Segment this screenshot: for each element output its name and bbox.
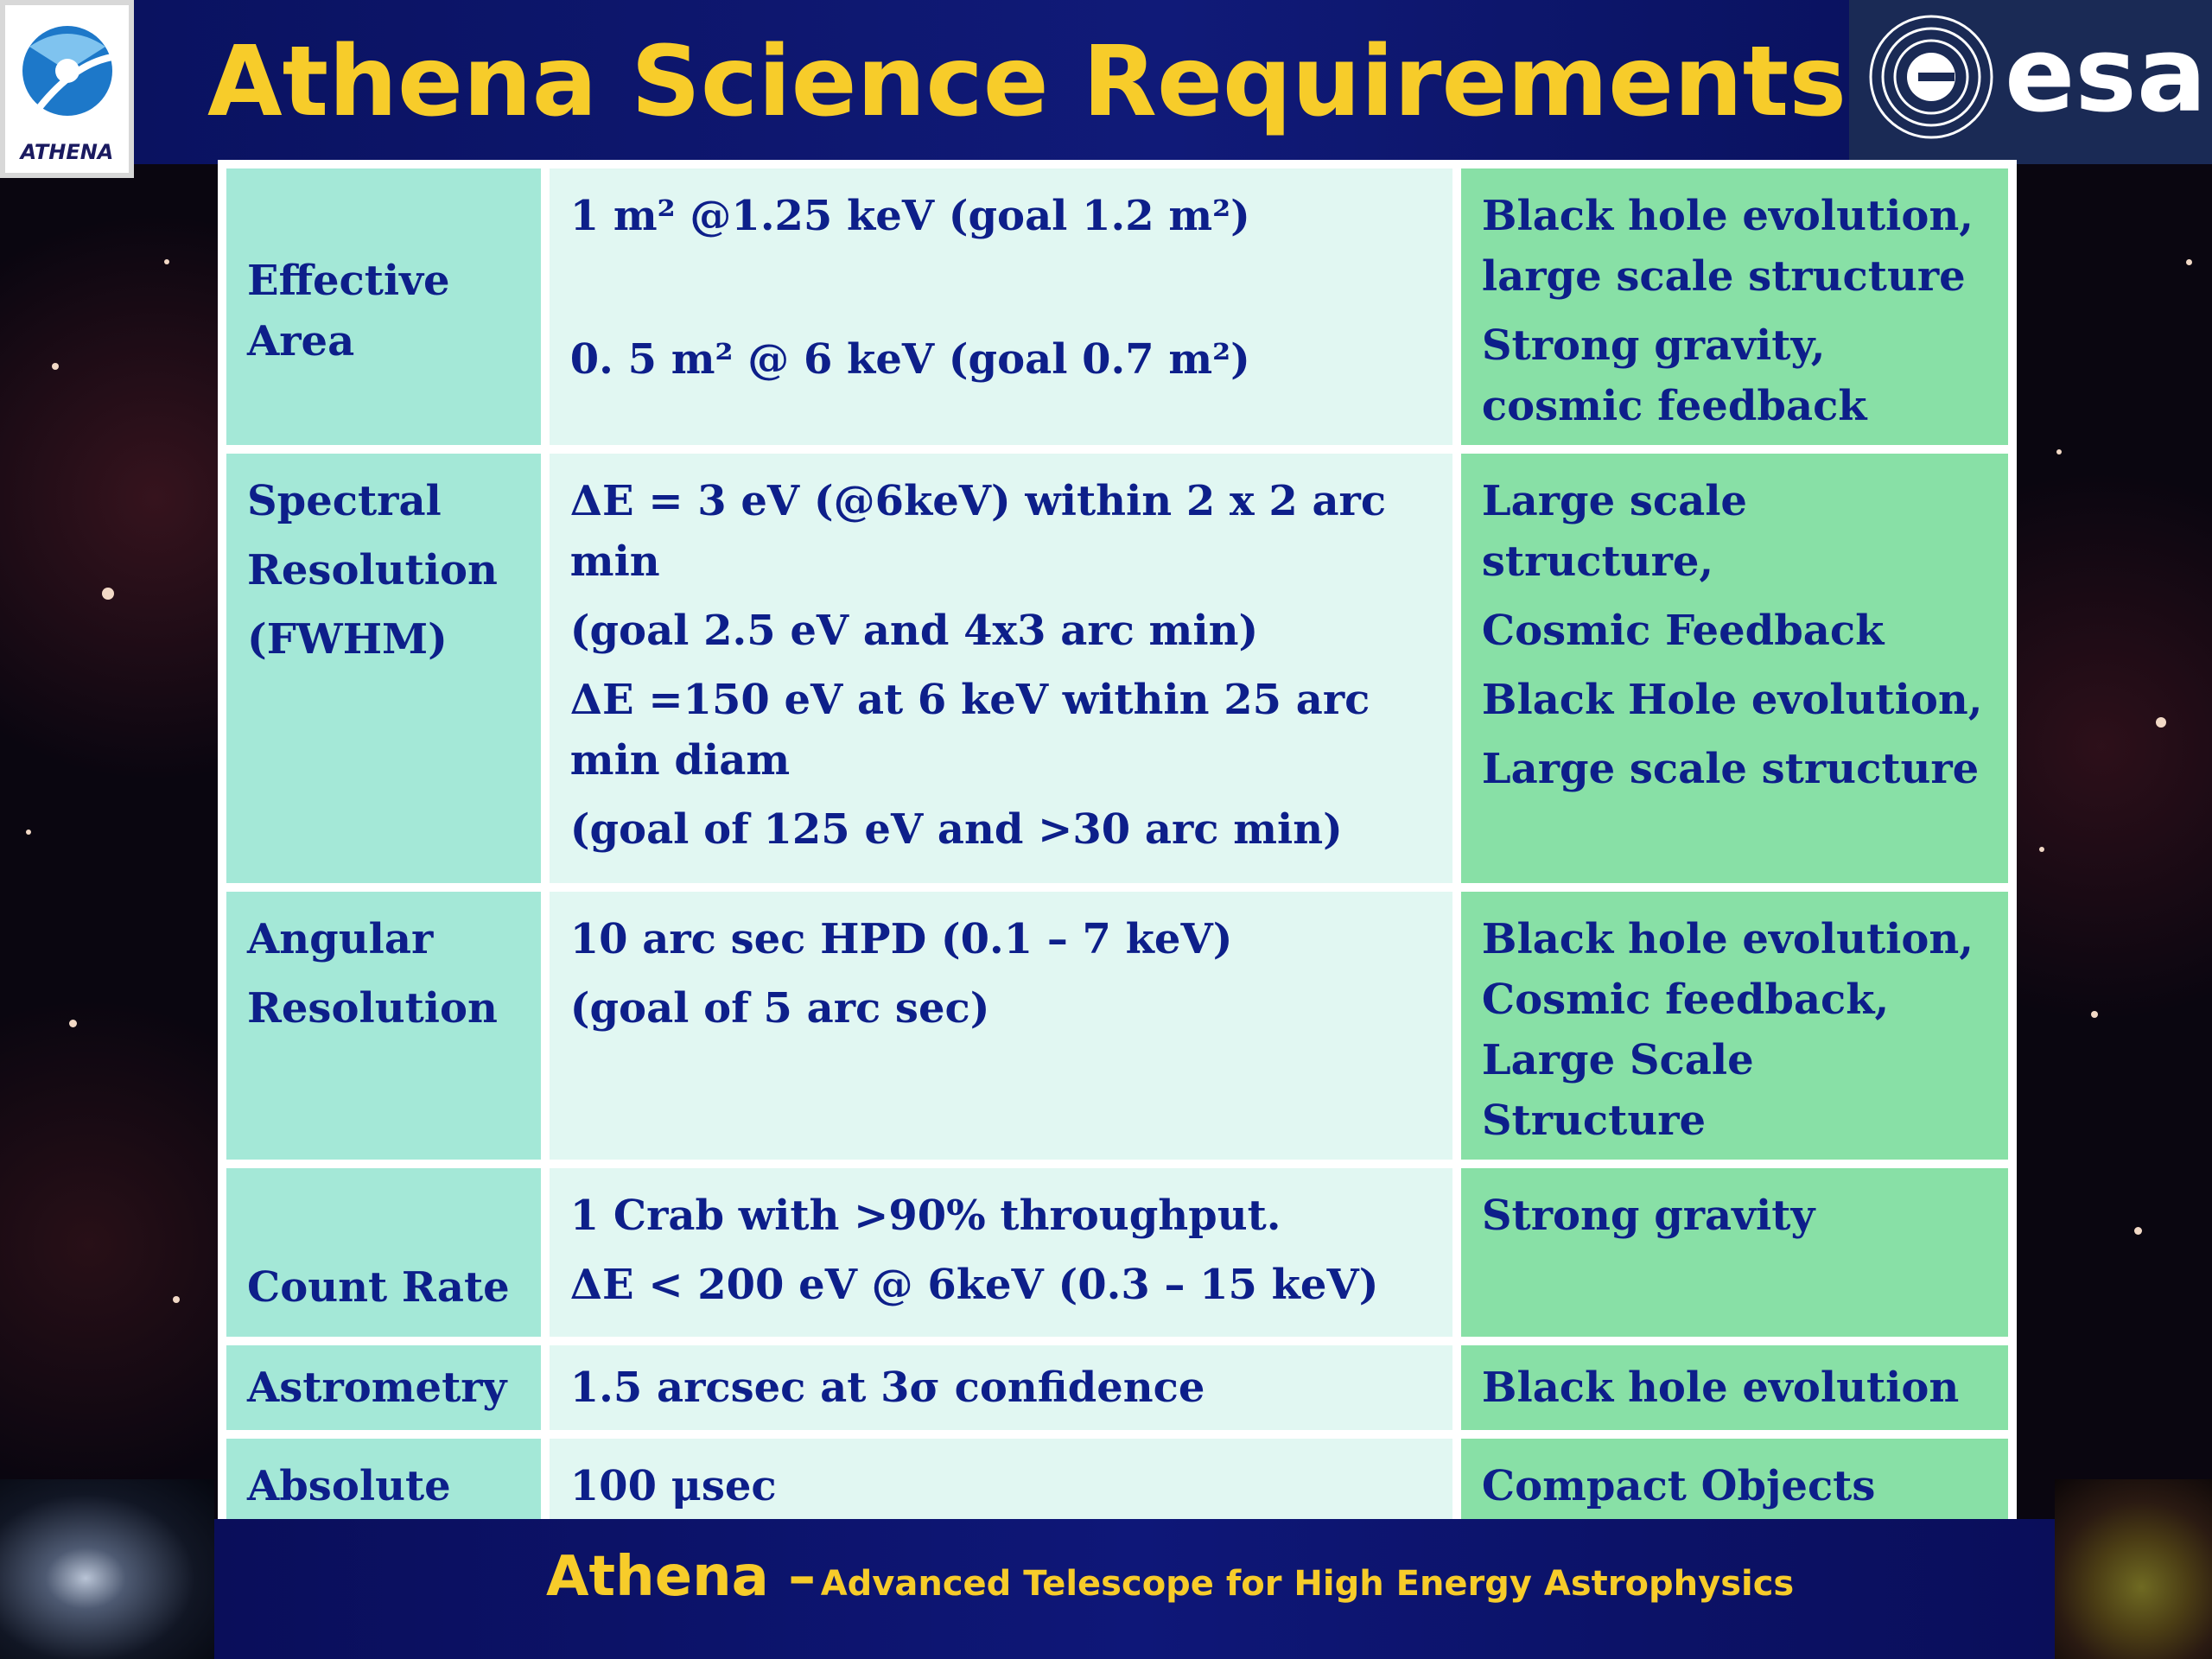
label-line: (FWHM) bbox=[247, 615, 448, 664]
goal-line: Black hole evolution bbox=[1481, 1363, 1960, 1412]
science-goal bbox=[1461, 1345, 2008, 1430]
goal-line: Strong gravity bbox=[1481, 1192, 1815, 1240]
requirement-spec bbox=[550, 168, 1452, 445]
goal-line: Strong gravity, cosmic feedback bbox=[1481, 321, 1867, 430]
requirement-spec bbox=[550, 454, 1452, 883]
goal-line: Compact Objects bbox=[1481, 1462, 1876, 1510]
footer-caption bbox=[546, 1545, 1794, 1609]
label-line: Count Rate bbox=[247, 1263, 510, 1312]
table-row bbox=[226, 892, 2008, 1160]
label-line: Resolution bbox=[247, 546, 498, 594]
requirement-label bbox=[226, 454, 541, 883]
goal-line: Black Hole evolution, bbox=[1481, 676, 1983, 724]
spec-line: (goal of 5 arc sec) bbox=[569, 984, 990, 1033]
athena-logo-text: ATHENA bbox=[20, 140, 114, 164]
science-goal bbox=[1461, 454, 2008, 883]
goal-line: Cosmic Feedback bbox=[1481, 607, 1885, 655]
label-line: Resolution bbox=[247, 984, 498, 1033]
footer-mission-name: Athena – bbox=[546, 1545, 817, 1609]
requirement-label bbox=[226, 1345, 541, 1430]
table-row bbox=[226, 168, 2008, 445]
spec-line: (goal of 125 eV and >30 arc min) bbox=[569, 805, 1343, 854]
spec-line: 100 μsec bbox=[569, 1462, 777, 1510]
spec-line: 0. 5 m² @ 6 keV (goal 0.7 m²) bbox=[569, 335, 1250, 384]
science-goal bbox=[1461, 1168, 2008, 1337]
goal-line: Large scale structure bbox=[1481, 745, 1980, 793]
label-line: Absolute bbox=[247, 1462, 451, 1510]
spec-line: ΔE < 200 eV @ 6keV (0.3 – 15 keV) bbox=[569, 1261, 1379, 1309]
requirement-spec bbox=[550, 1168, 1452, 1337]
label-line: Spectral bbox=[247, 477, 442, 525]
requirement-spec bbox=[550, 1345, 1452, 1430]
footer-subtitle: Advanced Telescope for High Energy Astrophysics bbox=[820, 1564, 1795, 1604]
science-goal bbox=[1461, 168, 2008, 445]
esa-logo-icon bbox=[1849, 0, 2212, 164]
table-row bbox=[226, 454, 2008, 883]
requirement-label bbox=[226, 1168, 541, 1337]
requirements-table bbox=[218, 160, 2017, 1597]
requirement-label bbox=[226, 168, 541, 445]
spec-line: 1 Crab with >90% throughput. bbox=[569, 1192, 1281, 1240]
label-line: Area bbox=[247, 317, 355, 365]
label-line: Effective bbox=[247, 257, 450, 305]
athena-logo-icon bbox=[0, 0, 134, 178]
requirement-spec bbox=[550, 892, 1452, 1160]
spec-line: ΔE = 3 eV (@6keV) within 2 x 2 arc min bbox=[569, 477, 1387, 586]
table-row bbox=[226, 1345, 2008, 1430]
spec-line: (goal 2.5 eV and 4x3 arc min) bbox=[569, 607, 1259, 655]
label-line: Angular bbox=[247, 915, 434, 963]
spacecraft-image bbox=[0, 1479, 214, 1659]
label-line: Astrometry bbox=[247, 1363, 507, 1412]
table-row bbox=[226, 1168, 2008, 1337]
spec-line: 1.5 arcsec at 3σ confidence bbox=[569, 1363, 1205, 1412]
goal-line: Large scale structure, bbox=[1481, 477, 1747, 586]
supernova-remnant-image bbox=[2055, 1479, 2212, 1659]
page-title: Athena Science Requirements bbox=[207, 26, 1847, 138]
esa-logo-text: esa bbox=[2005, 16, 2207, 136]
spec-line: 1 m² @1.25 keV (goal 1.2 m²) bbox=[569, 192, 1250, 240]
requirement-label bbox=[226, 892, 541, 1160]
spec-line: ΔE =150 eV at 6 keV within 25 arc min diam bbox=[569, 676, 1370, 785]
science-goal bbox=[1461, 892, 2008, 1160]
goal-line: Black hole evolution, large scale structure bbox=[1481, 192, 1974, 301]
spec-line: 10 arc sec HPD (0.1 – 7 keV) bbox=[569, 915, 1233, 963]
goal-line: Black hole evolution, Cosmic feedback, Large Scale Structure bbox=[1481, 915, 1974, 1145]
